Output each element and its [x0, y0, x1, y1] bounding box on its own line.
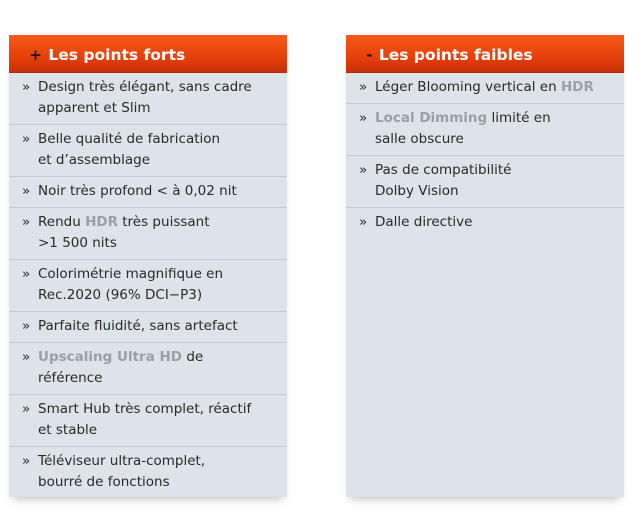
weaknesses-header	[346, 35, 624, 73]
highlight-term: HDR	[560, 79, 594, 95]
list-item: » Upscaling Ultra HD de référence	[9, 343, 287, 395]
list-item: » Smart Hub très complet, réactif et stable	[9, 395, 287, 447]
bullet-icon: »	[22, 131, 31, 147]
list-item: » Téléviseur ultra-complet, bourré de fonctions	[22, 453, 206, 490]
plus-sign: +	[29, 46, 42, 64]
list-item: » Pas de compatibilité Dolby Vision	[346, 156, 624, 208]
weaknesses-title: Les points faibles	[378, 46, 533, 64]
bullet-icon: »	[22, 349, 31, 365]
bullet-icon: »	[22, 453, 31, 469]
minus-sign: -	[366, 46, 373, 64]
strengths-header	[9, 35, 287, 73]
bullet-icon: »	[22, 214, 31, 230]
highlight-term: HDR	[85, 214, 118, 230]
list-item: » Noir très profond < à 0,02 nit	[9, 177, 287, 208]
bullet-icon: »	[359, 162, 368, 178]
bullet-icon: »	[22, 401, 31, 417]
list-item: » Local Dimming limité en salle obscure	[346, 104, 624, 156]
bullet-icon: »	[359, 214, 368, 230]
bullet-icon: »	[22, 318, 31, 334]
strengths-panel	[9, 35, 287, 497]
list-item: » Rendu HDR très puissant >1 500 nits	[9, 208, 287, 260]
list-item: » Colorimétrie magnifique en Rec.2020 (96% DCI−P3)	[9, 260, 287, 312]
strengths-title: Les points forts	[48, 46, 186, 64]
highlight-term: Local Dimming	[375, 110, 488, 126]
list-item: » Parfaite fluidité, sans artefact	[9, 312, 287, 343]
strengths-list	[9, 73, 287, 498]
list-item: » Belle qualité de fabrication et d’assemblage	[9, 125, 287, 177]
list-item: » Design très élégant, sans cadre apparent et Slim	[9, 73, 287, 125]
highlight-term: Upscaling Ultra HD	[38, 349, 183, 365]
list-item: » Dalle directive	[346, 208, 624, 238]
weaknesses-list	[346, 73, 624, 238]
weaknesses-panel	[346, 35, 624, 497]
bullet-icon: »	[22, 183, 31, 199]
bullet-icon: »	[22, 79, 31, 95]
bullet-icon: »	[359, 110, 368, 126]
list-item: » Léger Blooming vertical en HDR	[346, 73, 624, 104]
bullet-icon: »	[22, 266, 31, 282]
bullet-icon: »	[359, 79, 368, 95]
